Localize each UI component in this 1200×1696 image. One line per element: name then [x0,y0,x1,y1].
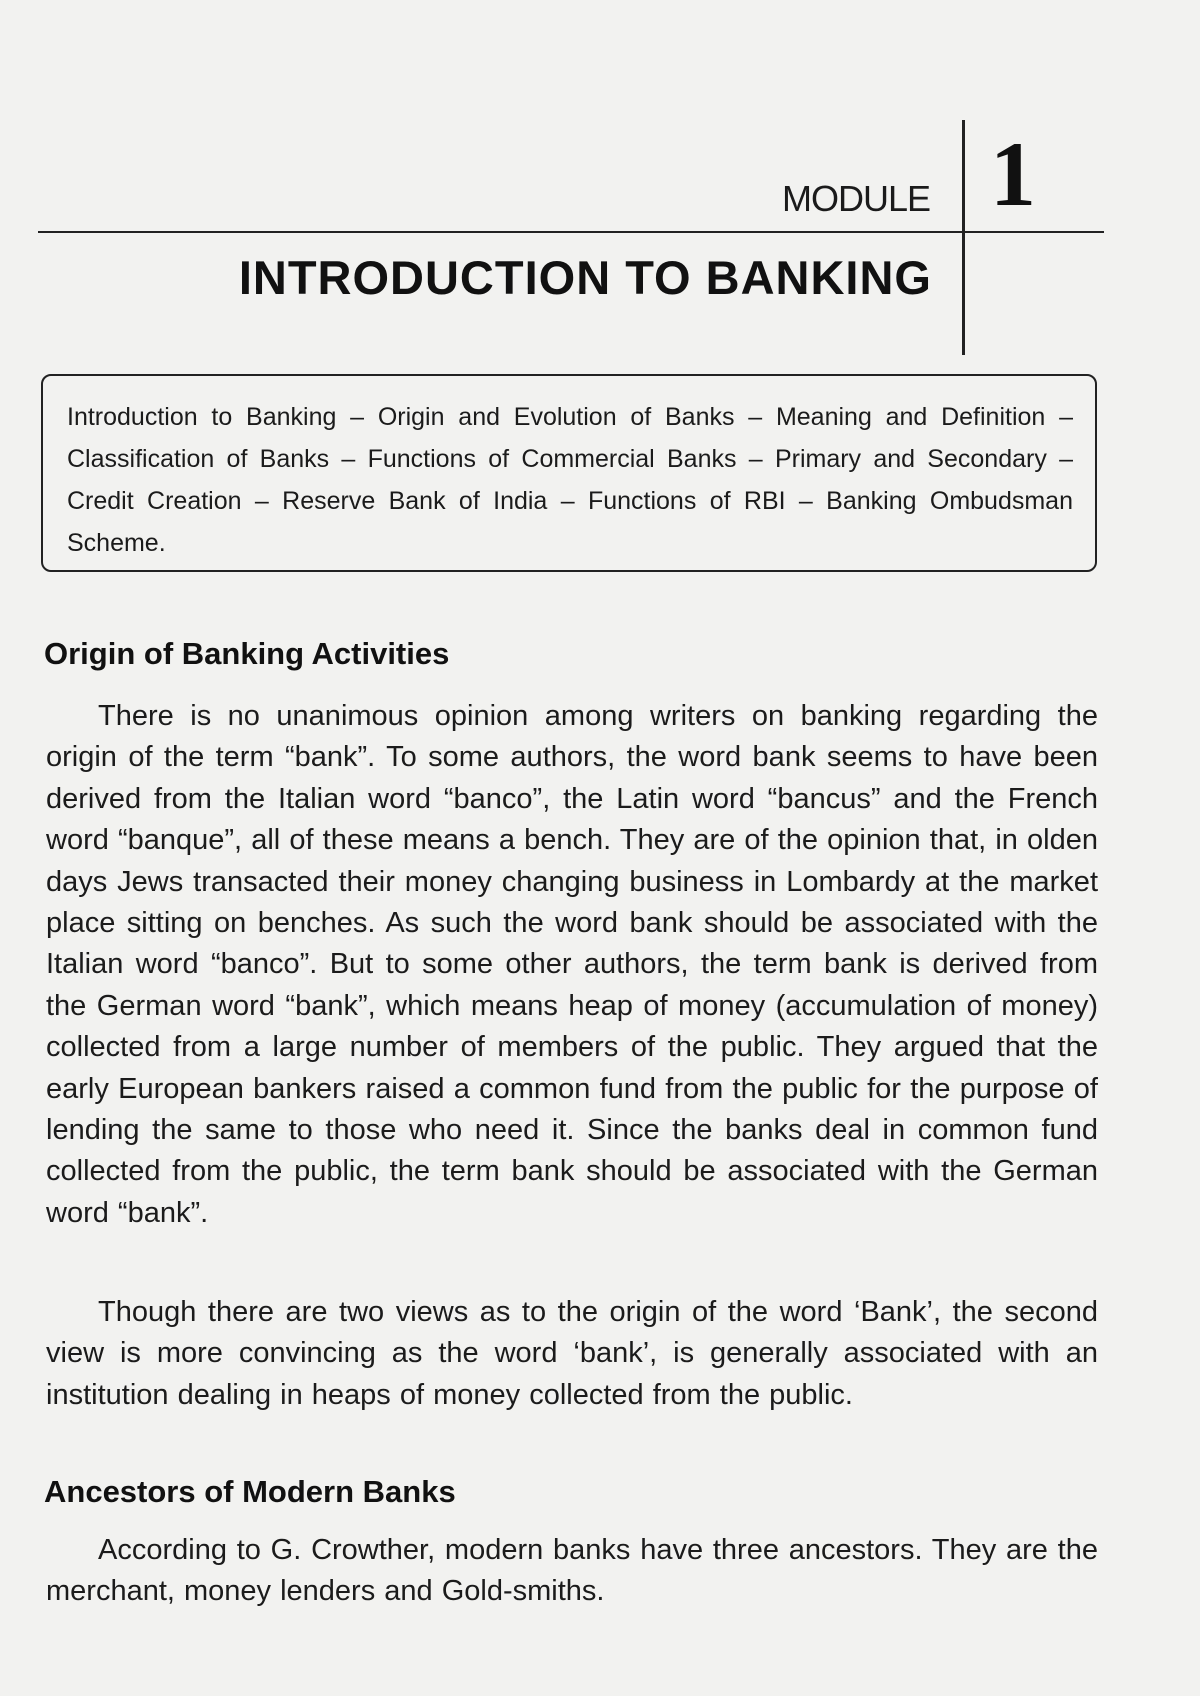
paragraph: There is no unanimous opinion among writers on banking regarding the origin of the term “bank”. To some authors, the word bank seems to have been derived from the Italian word “banco”, the Latin word “bancus” and the French word “banque”, all of these means a bench. They are of the opinion that, in olden days Jews transacted their money changing business in Lombardy at the market place sitting on benches. As such the word bank should be associated with the Italian word “banco”. But to some other authors, the term bank is derived from the German word “bank”, which means heap of money (accumulation of money) collected from a large number of members of the public. They argued that the early European bankers raised a common fund from the public for the purpose of lending the same to those who need it. Since the banks deal in common fund collected from the public, the term bank should be associated with the German word “bank”. [46,700,1098,1229]
header-divider [962,120,965,355]
topics-summary-box [41,374,1097,572]
paragraph: Though there are two views as to the origin of the word ‘Bank’, the second view is more convincing as the word ‘bank’, is generally associated with an institution dealing in heaps of money collected from the public. [46,1296,1098,1411]
section-heading-origin: Origin of Banking Activities [44,636,450,671]
module-number: 1 [990,123,1036,225]
chapter-title: INTRODUCTION TO BANKING [238,251,932,304]
paragraph: According to G. Crowther, modern banks have three ancestors. They are the merchant, money lenders and Gold-smiths. [46,1534,1098,1608]
header-rule [38,231,1104,233]
topics-summary-text: Introduction to Banking – Origin and Evolution of Banks – Meaning and Definition – Classification of Banks – Functions of Commercial Banks – Primary and Secondary – Credit Creation – Reserve Bank of India – Functions of RBI – Banking Ombudsman Scheme. [67,403,1073,557]
module-label: MODULE [781,178,930,219]
section-heading-ancestors: Ancestors of Modern Banks [44,1474,456,1509]
